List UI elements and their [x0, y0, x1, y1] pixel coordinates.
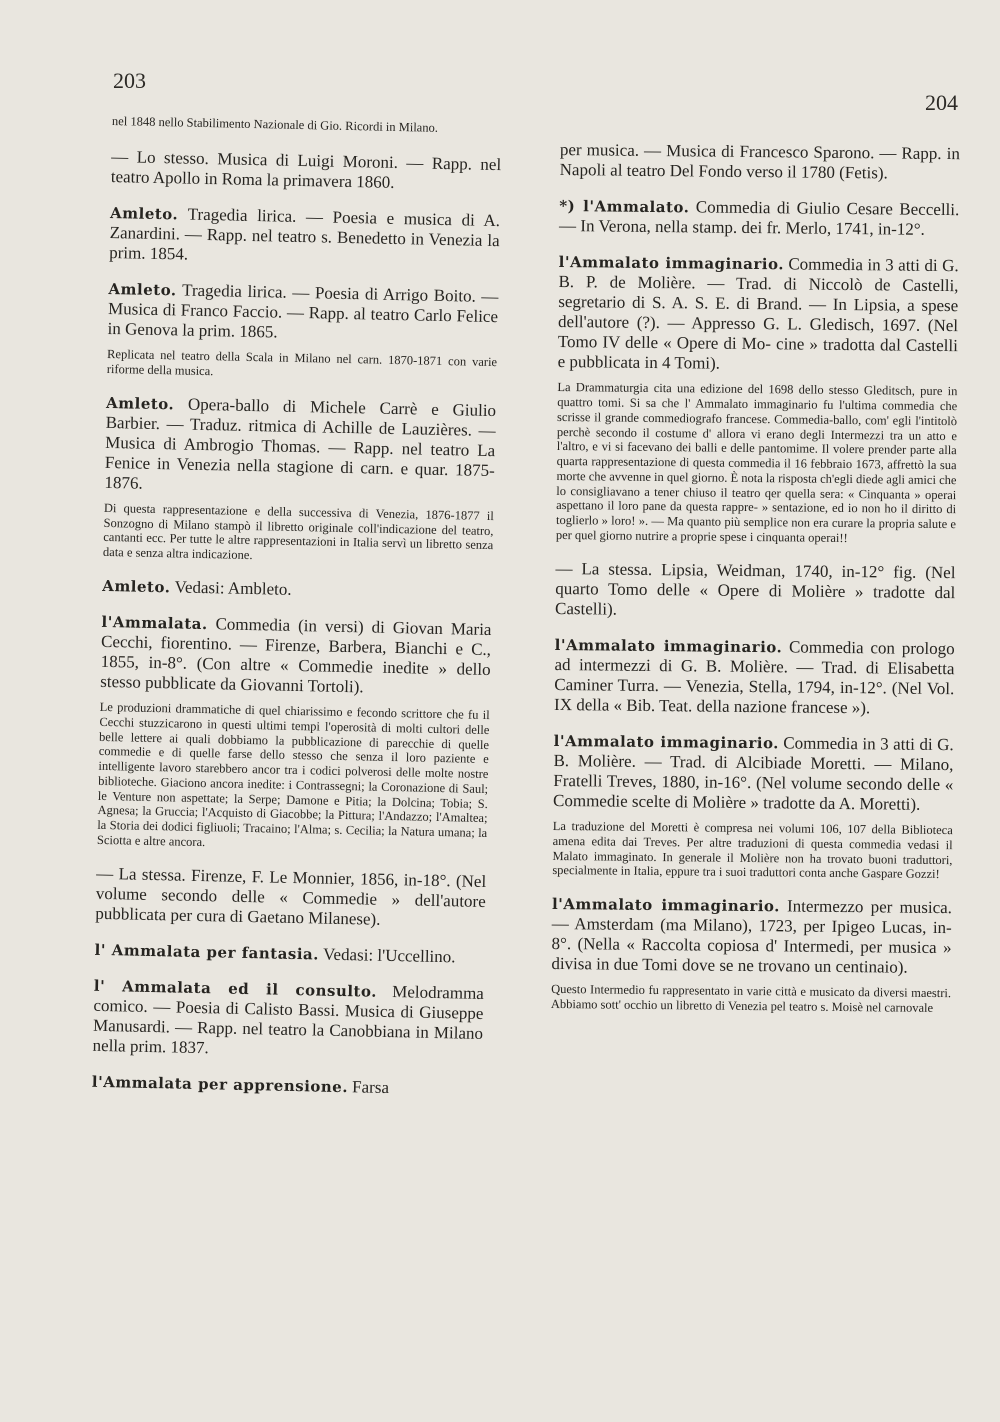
catalog-entry — [554, 635, 955, 719]
catalog-entry — [555, 559, 956, 623]
footnote-paragraph — [107, 347, 498, 385]
catalog-entry — [109, 203, 500, 271]
catalog-entry — [102, 576, 492, 604]
entry-text: per musica. — Musica di Francesco Sparono. — Rapp. in Napoli al teatro Del Fondo verso il 1780 (Fetis). — [559, 140, 960, 183]
entry-headword: l' Ammalata per fantasia. — [94, 940, 320, 964]
catalog-entry — [107, 279, 498, 347]
catalog-entry — [560, 140, 960, 184]
continued-entry — [112, 114, 502, 137]
catalog-entry — [100, 612, 492, 700]
entry-text: — La stessa. Firenze, F. Le Monnier, 1856, in-18°. (Nel volume secondo delle « Commedie » dell'autore pubblicata per cura di Gaetano Milanese). — [95, 863, 487, 929]
left-column — [91, 114, 502, 1116]
catalog-entry — [104, 393, 496, 501]
footnote-paragraph — [556, 380, 958, 546]
entry-headword: l'Ammalato immaginario. — [553, 732, 780, 753]
entry-text: Melodramma comico. — Poesia di Calisto Bassi. Musica di Giuseppe Manusardi. — Rapp. nel teatro la Canobbiana in Milano nella prim. 1837. — [92, 981, 485, 1058]
entry-text: — Lo stesso. Musica di Luigi Moroni. — Rapp. nel teatro Apollo in Roma la primavera 1860. — [110, 146, 502, 192]
catalog-entry — [559, 196, 959, 240]
entry-text: Tragedia lirica. — Poesia di Arrigo Boito. — Musica di Franco Faccio. — Rapp. al teatro Carlo Felice in Genova la prim. 1865. — [107, 280, 499, 342]
entry-text: Commedia con prologo ad intermezzi di G. B. Molière. — Trad. di Elisabetta Caminer Turra. — Venezia, Stella, 1794, in-12°. (Nel Vol. IX della « Bib. Teat. della nazione francese »). — [553, 637, 955, 718]
entry-text: La traduzione del Moretti è compresa nei volumi 106, 107 della Biblioteca amena edita dai Treves. Per altre traduzioni di questa commedia vedasi il Malato immaginato. In generale il Molière non ha trovato buoni traduttori, specialmente in Italia, eppure tra i suoi traduttori conta anche Gaspare Gozzi! — [552, 819, 953, 882]
entry-text: Intermezzo per musica. — Amsterdam (ma Milano), 1723, per Ipigeo Lucas, in-8°. (Nella « Raccolta copiosa d' Intermedi, per musica » divisa in due Tomi dove se ne trovano un centinaio). — [551, 896, 953, 978]
catalog-entry — [553, 731, 954, 815]
footnote-paragraph — [103, 501, 494, 568]
footnote-paragraph — [552, 819, 953, 882]
entry-text: — La stessa. Lipsia, Weidman, 1740, in-12° fig. (Nel quarto Tomo delle « Opere di Molière » tradotte dal Castelli). — [554, 558, 956, 619]
entry-headword: l'Ammalato immaginario. — [551, 895, 781, 916]
entry-headword: l' Ammalata ed il consulto. — [93, 976, 378, 1001]
catalog-entry — [551, 894, 952, 978]
entry-headword: l'Ammalata per apprensione. — [91, 1072, 349, 1097]
entry-text: Replicata nel teatro della Scala in Milano nel carn. 1870-1871 con varie riforme della musica. — [106, 347, 498, 379]
footnote-paragraph — [97, 700, 490, 856]
entry-text: Tragedia lirica. — Poesia e musica di A. Zanardini. — Rapp. nel teatro s. Benedetto in Venezia la prim. 1854. — [109, 204, 501, 264]
catalog-entry — [92, 976, 484, 1064]
entry-text: Di questa rappresentazione e della successiva di Venezia, 1876-1877 il Sonzogno di Milano stampò il libretto originale coll'indicazione del teatro, cantanti ecc. Per tutte le altre rappresentazioni in Italia servì un libretto senza data e senza altra indicazione. — [102, 500, 494, 563]
catalog-entry — [94, 940, 484, 968]
catalog-entry — [558, 252, 959, 376]
page-number-right: 204 — [925, 90, 958, 115]
right-column — [551, 140, 960, 1032]
entry-text: Commedia in 3 atti di G. B. Molière. — Trad. di Alcibiade Moretti. — Milano, Fratelli Treves, 1880, in-16°. (Nel volume secondo delle « Commedie scelte di Molière » tradotte da A. Moretti). — [552, 733, 954, 814]
entry-text: Questo Intermedio fu rappresentato in varie città e musicato da diversi maestri. Abbiamo sott' occhio un libretto di Venezia pel teatro s. Moisè nel carnovale — [550, 982, 952, 1016]
entry-headword: Amleto. — [109, 203, 179, 224]
catalog-entry — [92, 1072, 482, 1100]
entry-headword: l'Ammalata. — [101, 612, 208, 634]
entry-text: Opera-ballo di Michele Carrè e Giulio Barbier. — Traduz. ritmica di Achille de Lauzières. — Musica di Ambrogio Thomas. — Rapp. nel teatro La Fenice in Venezia nella stagione di carn. e quar. 1875-1876. — [104, 394, 497, 493]
entry-text: La Drammaturgia cita una edizione del 1698 dello stesso Gleditsch, pure in quattro tomi. Si sa che l' Ammalato immaginario fu l'ultima commedia che scrisse il grande commediografo francese. Commedia-ballo, com' egli l'intitolò perchè secondo il costume d' allora vi erano degli Intermezzi tra un atto e l'altro, e vi si facevano dei balli e delle pantomime. Il volere prender parte alla quarta rappresentazione di questa commedia il 16 febbraio 1673, affrettò la sua morte che avvenne in quel giorno. È nota la risposta ch'egli diede agli amici che lo consigliavano a tener chiuso il teatro qer quella sera: « Cinquanta » operai aspettano il loro pane da questa rappre- » sentazione, ed io non ho il diritto di toglierlo » loro! ». — Ma quanto più semplice non era curare la propria salute e per quel giorno nutrire a proprie spese i cinquanta operai!! — [555, 380, 958, 546]
footnote-paragraph — [551, 982, 951, 1016]
entry-headword: Amleto. — [102, 576, 171, 597]
entry-headword: Amleto. — [108, 279, 177, 300]
catalog-entry — [111, 147, 502, 195]
entry-text: Commedia in 3 atti di G. B. P. de Molière. — Trad. di Niccolò de Castelli, segretario di S. A. S. E. di Brand. — In Lipsia, a spese dell'autore (?). — Appresso G. L. Gledisch, 1697. (Nel Tomo IV delle « Opere di Mo- cine » tradotta dal Castelli e pubblicata in 4 Tomi). — [557, 254, 959, 374]
entry-headword: l'Ammalato immaginario. — [558, 253, 785, 274]
entry-text: nel 1848 nello Stabilimento Nazionale di Gio. Ricordi in Milano. — [111, 114, 439, 135]
entry-text: Le produzioni drammatiche di quel chiarissimo e fecondo scrittore che fu il Cecchi stuzzicarono in questi ultimi tempi l'operosità di molti cultori delle belle lettere ai quali dobbiamo la pubblicazione di parecchie di quelle commedie e di quelle farse dello stesso che senza il loro paziente e intelligente lavoro starebbero ancor tra i codici polverosi delle molte nostre biblioteche. Giaciono ancora inedite: i Contrassegni; la Coronazione di Saul; le Venture non aspettate; la Serpe; Damone e Pitia; la Dolcina; Tobia; S. Agnesa; la Gruccia; l'Acquisto di Giacobbe; la Pittura; l'Andazzo; l'Amaltea; la Storia dei dodici figliuoli; Tracaino; l'Alma; s. Cecilia; la Natura umana; la Sciotta e altre ancora. — [96, 699, 490, 849]
entry-headword: *) l'Ammalato. — [559, 197, 690, 217]
page-number-left: 203 — [113, 68, 146, 93]
entry-headword: Amleto. — [105, 393, 175, 413]
entry-text: Vedasi: Ambleto. — [174, 577, 292, 599]
entry-text: Commedia di Giulio Cesare Beccelli. — In Verona, nella stamp. dei fr. Merlo, 1741, in-12°. — [559, 197, 960, 239]
entry-text: Commedia (in versi) di Giovan Maria Cecchi, fiorentino. — Firenze, Barbera, Bianchi e C., 1855, in-8°. (Con altre « Commedie inedite » dello stesso pubblicate da Giovanni Tortoli). — [100, 614, 492, 697]
entry-headword: l'Ammalato immaginario. — [554, 635, 783, 657]
entry-text: Farsa — [351, 1077, 390, 1097]
entry-text: Vedasi: l'Uccellino. — [322, 944, 456, 967]
catalog-entry — [95, 863, 486, 931]
